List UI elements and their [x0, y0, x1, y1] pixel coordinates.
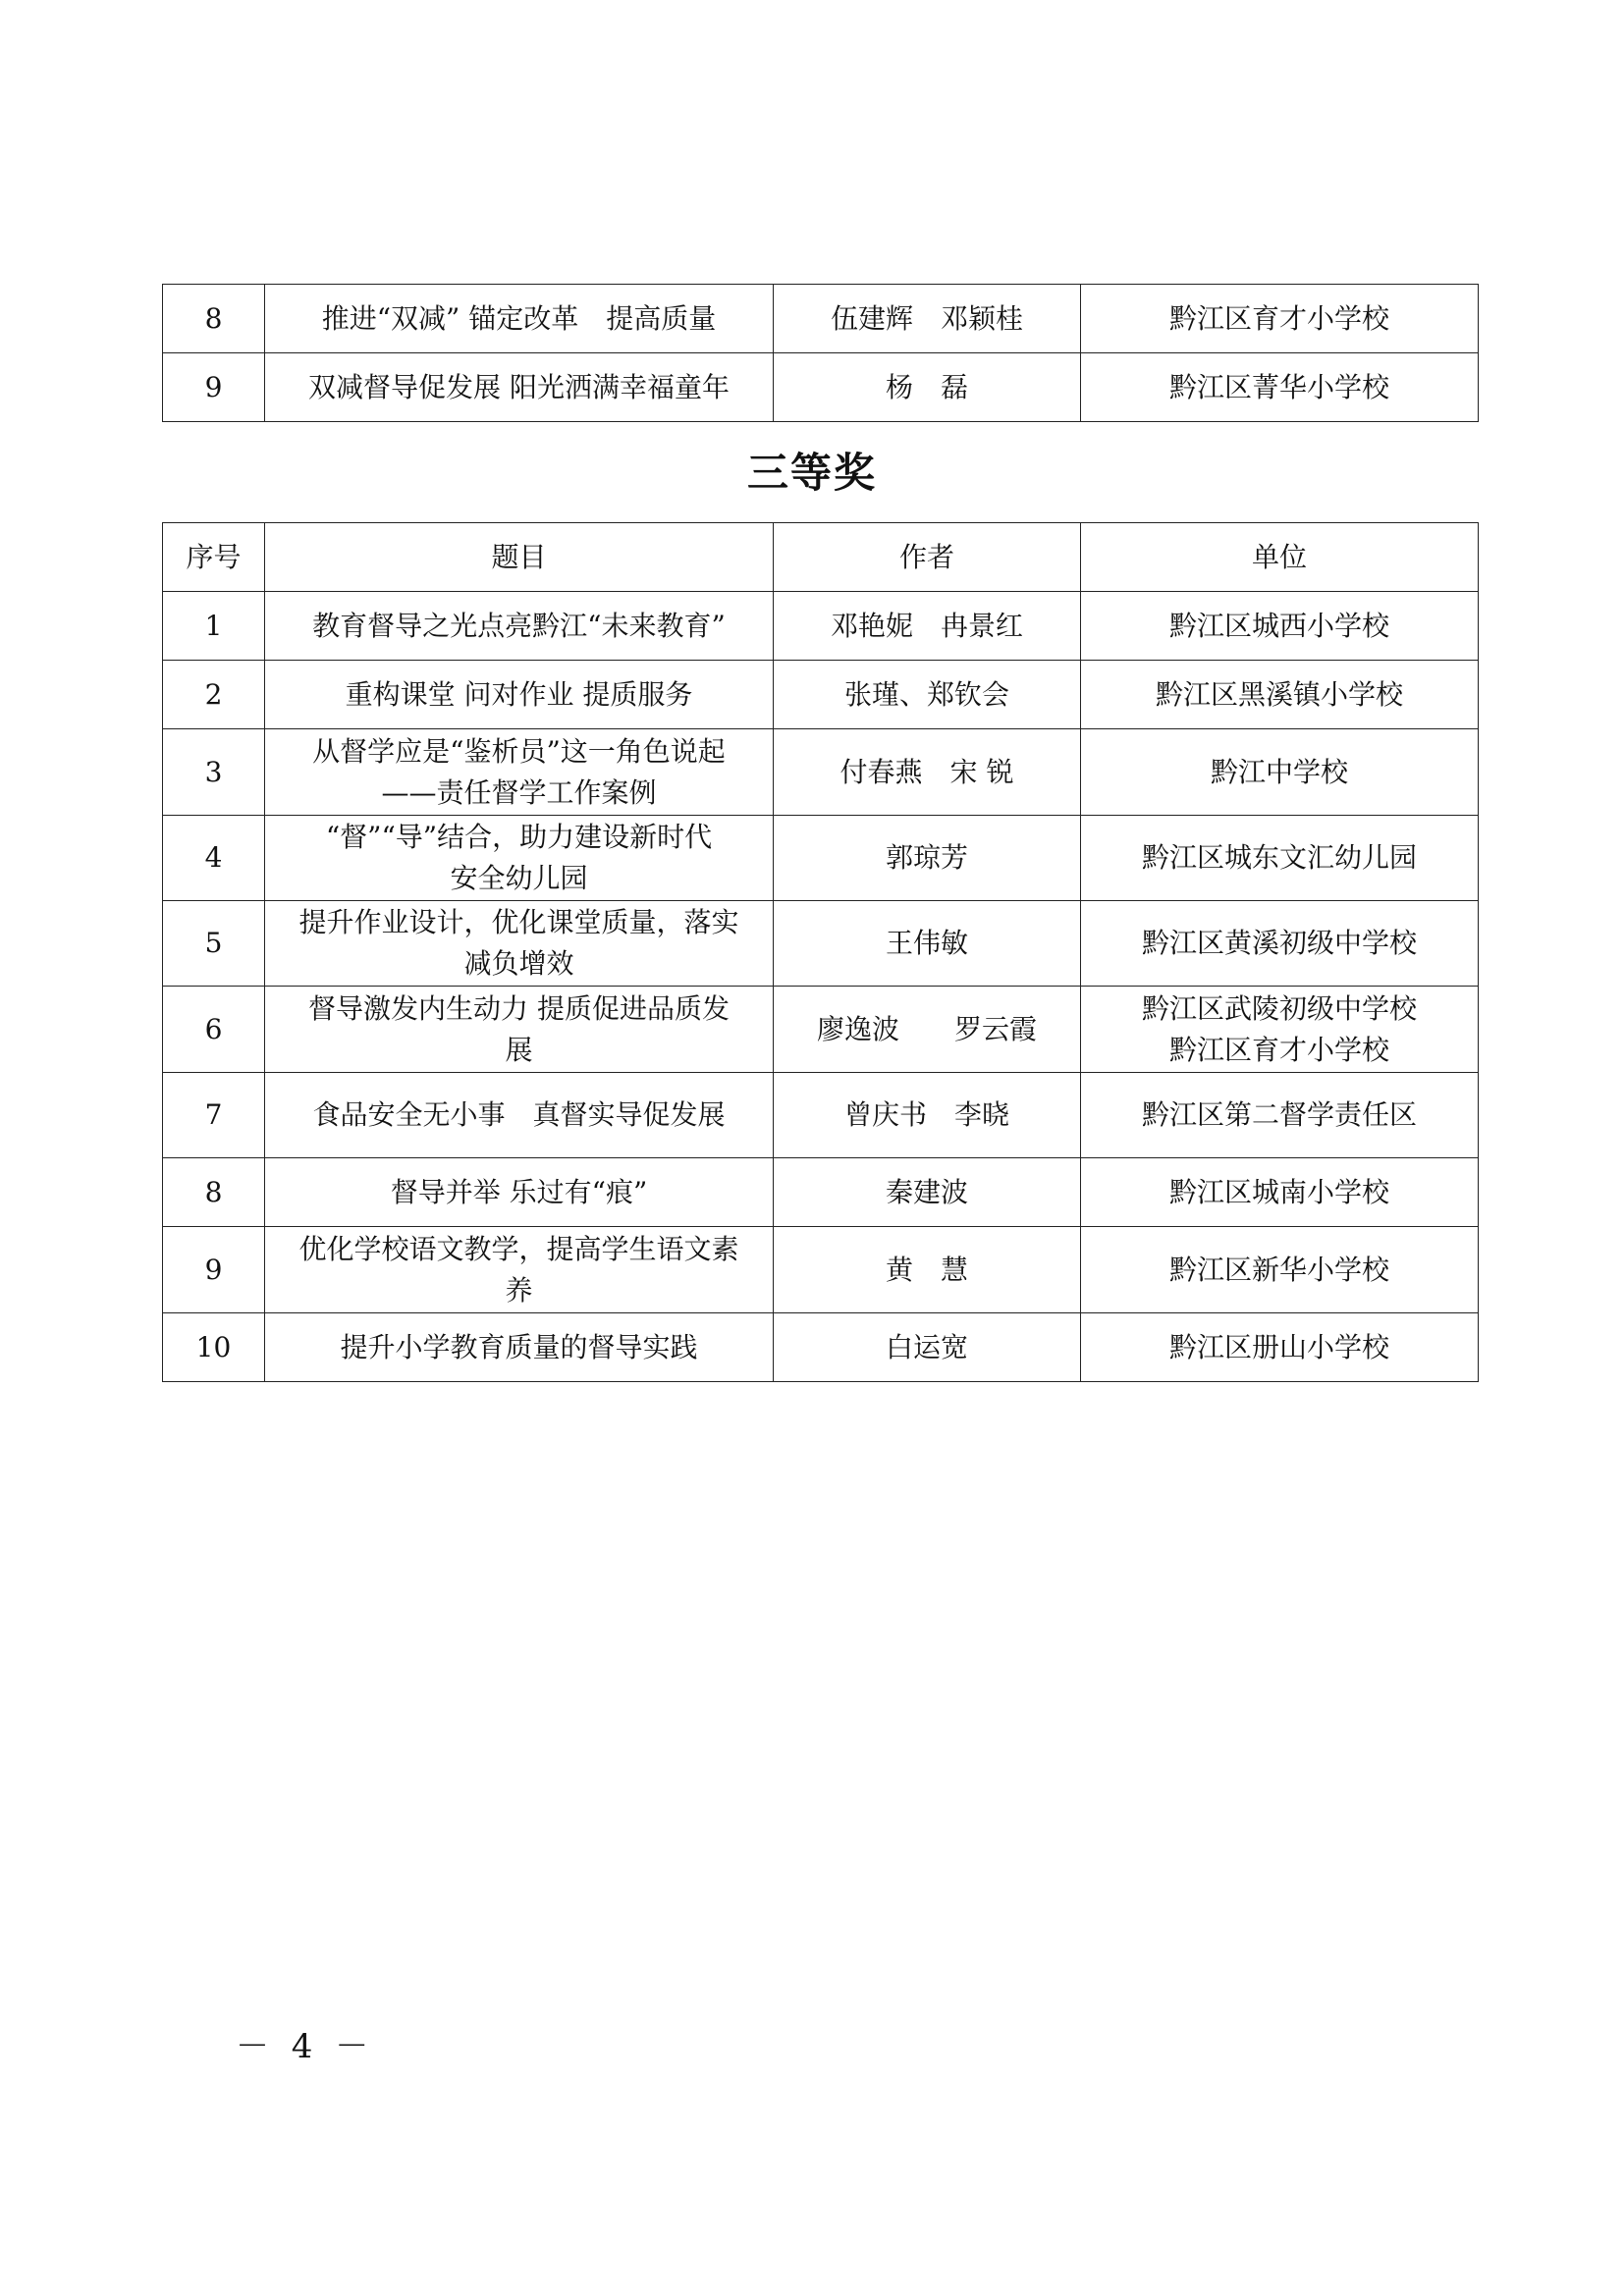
- cell-author: 郭琼芳: [774, 816, 1081, 901]
- cell-unit: 黔江区第二督学责任区: [1081, 1073, 1479, 1158]
- cell-author: 伍建辉 邓颖桂: [774, 285, 1081, 353]
- cell-title: 提升作业设计，优化课堂质量，落实 减负增效: [265, 901, 774, 987]
- cell-author: 黄 慧: [774, 1227, 1081, 1313]
- cell-no: 1: [163, 592, 265, 661]
- cell-no: 8: [163, 1158, 265, 1227]
- header-unit: 单位: [1081, 523, 1479, 592]
- header-no: 序号: [163, 523, 265, 592]
- cell-author: 廖逸波 罗云霞: [774, 987, 1081, 1073]
- section-title-third-prize: 三等奖: [746, 449, 877, 497]
- table-row: [163, 901, 1479, 987]
- table-row: [163, 1158, 1479, 1227]
- cell-unit: 黔江区菁华小学校: [1081, 353, 1479, 422]
- table-row: [163, 1073, 1479, 1158]
- cell-unit: 黔江区城东文汇幼儿园: [1081, 816, 1479, 901]
- header-author: 作者: [774, 523, 1081, 592]
- cell-author: 付春燕 宋 锐: [774, 729, 1081, 816]
- cell-no: 8: [163, 285, 265, 353]
- cell-no: 9: [163, 1227, 265, 1313]
- cell-no: 6: [163, 987, 265, 1073]
- cell-no: 7: [163, 1073, 265, 1158]
- cell-no: 5: [163, 901, 265, 987]
- cell-title: 督导并举 乐过有“痕”: [265, 1158, 774, 1227]
- cell-unit: 黔江中学校: [1081, 729, 1479, 816]
- cell-unit: 黔江区城南小学校: [1081, 1158, 1479, 1227]
- cell-unit: 黔江区城西小学校: [1081, 592, 1479, 661]
- table-header-row: [163, 523, 1479, 592]
- cell-title: 提升小学教育质量的督导实践: [265, 1313, 774, 1382]
- table-row: [163, 816, 1479, 901]
- table-row: [163, 661, 1479, 729]
- cell-title: 督导激发内生动力 提质促进品质发 展: [265, 987, 774, 1073]
- cell-unit: 黔江区育才小学校: [1081, 285, 1479, 353]
- cell-author: 杨 磊: [774, 353, 1081, 422]
- table-row: [163, 592, 1479, 661]
- page-number: － 4 －: [236, 2027, 375, 2066]
- cell-no: 10: [163, 1313, 265, 1382]
- cell-unit: 黔江区武陵初级中学校 黔江区育才小学校: [1081, 987, 1479, 1073]
- cell-author: 曾庆书 李晓: [774, 1073, 1081, 1158]
- cell-title: 从督学应是“鉴析员”这一角色说起 ——责任督学工作案例: [265, 729, 774, 816]
- table-row: [163, 1313, 1479, 1382]
- header-title: 题目: [265, 523, 774, 592]
- cell-author: 白运宽: [774, 1313, 1081, 1382]
- table-row: [163, 1227, 1479, 1313]
- cell-unit: 黔江区黄溪初级中学校: [1081, 901, 1479, 987]
- cell-title: “督”“导”结合，助力建设新时代 安全幼儿园: [265, 816, 774, 901]
- cell-no: 2: [163, 661, 265, 729]
- table-row: [163, 353, 1479, 422]
- cell-no: 9: [163, 353, 265, 422]
- table-row: [163, 285, 1479, 353]
- cell-title: 双减督导促发展 阳光洒满幸福童年: [265, 353, 774, 422]
- cell-author: 秦建波: [774, 1158, 1081, 1227]
- cell-author: 王伟敏: [774, 901, 1081, 987]
- cell-author: 张瑾、郑钦会: [774, 661, 1081, 729]
- cell-title: 重构课堂 问对作业 提质服务: [265, 661, 774, 729]
- cell-unit: 黔江区黑溪镇小学校: [1081, 661, 1479, 729]
- table-row: [163, 729, 1479, 816]
- cell-title: 食品安全无小事 真督实导促发展: [265, 1073, 774, 1158]
- table-row: [163, 987, 1479, 1073]
- cell-title: 优化学校语文教学，提高学生语文素 养: [265, 1227, 774, 1313]
- cell-unit: 黔江区新华小学校: [1081, 1227, 1479, 1313]
- cell-author: 邓艳妮 冉景红: [774, 592, 1081, 661]
- cell-unit: 黔江区册山小学校: [1081, 1313, 1479, 1382]
- cell-no: 3: [163, 729, 265, 816]
- cell-title: 教育督导之光点亮黔江“未来教育”: [265, 592, 774, 661]
- third-prize-table: [162, 522, 1479, 1382]
- cell-no: 4: [163, 816, 265, 901]
- prev-award-table: [162, 284, 1479, 422]
- cell-title: 推进“双减” 锚定改革 提高质量: [265, 285, 774, 353]
